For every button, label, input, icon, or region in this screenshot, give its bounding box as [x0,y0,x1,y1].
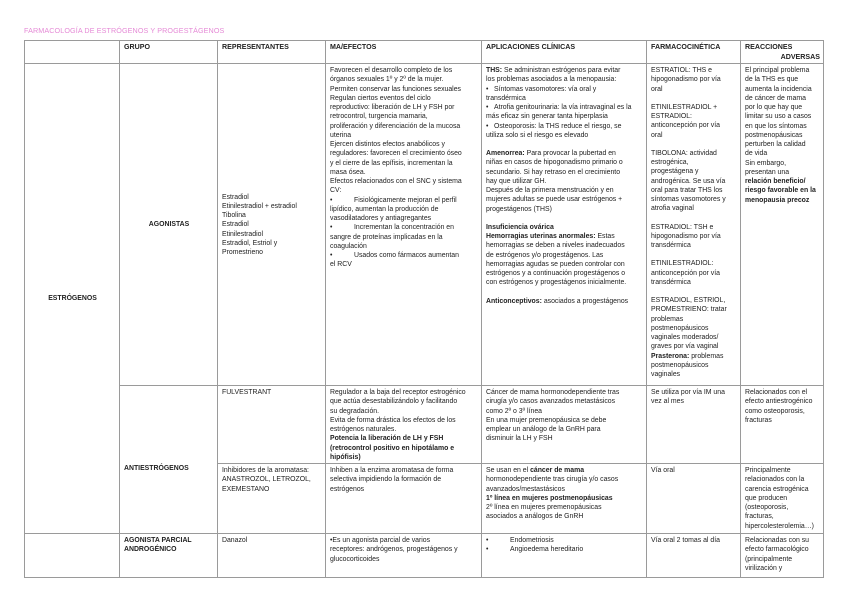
text-line: vasodilatadores y antiagregantes [330,215,432,222]
text-line: Permiten conservar las funciones sexuales [330,85,461,93]
text-line: El principal problema [745,67,810,74]
text-line: transdérmica [651,278,691,286]
text-line: carencia estrogénica [745,485,809,493]
ths-text: Se administran estrógenos para evitar [502,67,621,74]
text-line: en que los síntomas [745,122,807,130]
text-line: avanzados/mestastásicos [486,485,565,493]
text-line: anticoncepción por vía [651,269,720,277]
table-row-antiestrogenos-fulvestrant [25,386,824,464]
text-line: emplear un análogo de la GnRH para [486,426,601,433]
text-line: como osteoporosis, [745,407,805,415]
text-line: ESTRADIOL: TSH e [651,223,714,231]
table-row-agonista-parcial [25,534,824,578]
text-line: con estrógenos y progestágenos inicialmente. [486,279,627,287]
text-line: órganos sexuales 1º y 2º de la mujer. [330,76,444,84]
antiestrogenos-pk-fulvestrant [647,386,741,464]
text-line: los problemas asociados a la menopausia: [486,76,617,84]
agonista-parcial-app [482,534,647,578]
amenorrea-text: Para provocar la pubertad en [524,150,616,157]
text-line: (principalmente [745,555,793,563]
text-line: postmenopáusicas [745,131,803,139]
text-line: hipogonadismo por vía [651,232,721,240]
header-row [25,41,824,64]
agonistas-representantes [218,64,326,386]
bullet-item: • Atrofia genitourinaria: la vía intravaginal es la [486,103,643,112]
text-line: lipídico, aumentan la producción de [330,205,439,213]
text-line: aumenta la incidencia [745,85,812,93]
bullet-item: • Angioedema hereditario [486,545,643,554]
text-line: coagulación [330,242,367,250]
agonistas-reacciones [741,64,824,386]
text-line: glucocorticoides [330,555,380,563]
agonista-parcial-rep: Danazol [218,534,326,578]
agonista-parcial-pk: Vía oral 2 tomas al día [647,534,741,578]
text-line: Efectos relacionados con el SNC y sistema [330,178,462,185]
empty-category-cell [25,534,120,578]
text-line: presentan una [745,168,790,176]
ths-line [486,66,643,75]
text-line: mujeres adultas se puede usar estrógenos + [486,196,623,204]
bullet-item: • Fisiológicamente mejoran el perfil [330,196,478,205]
text-line: Evita de forma drástica los efectos de los [330,416,456,424]
header-aplicaciones: APLICACIONES CLÍNICAS [482,41,647,64]
text-line: Relacionados con el [745,389,808,396]
rep-item: Estradiol [222,221,249,229]
text-line-bold: Potencia la liberación de LH y FSH [330,435,444,443]
amenorrea-line [486,149,643,158]
text-line: progestágenos (THS) [486,205,552,213]
pharmacology-table [24,40,824,578]
text-line: progestágena y [651,168,699,176]
text-line: masa ósea. [330,168,366,176]
text-line: de la THS es que [745,76,799,84]
antiestrogenos-app-aromatasa [482,464,647,534]
table-row-agonistas [25,64,824,386]
rep-item: Etinilestradiol [222,230,263,238]
text-line: estrógenos [330,485,365,493]
text-line: atrofia vaginal [651,205,694,213]
text-span: Se usan en el [486,467,531,474]
header-reacciones [741,41,824,64]
text-line: hipogonadismo por vía [651,76,721,84]
header-representantes: REPRESENTANTES [218,41,326,64]
text-line: limitar su uso a casos [745,113,812,121]
text-line-bold: riesgo favorable en la [745,187,816,195]
text-line: 2º línea en mujeres premenopáusicas [486,504,602,511]
text-line-bold: hipófisis) [330,453,361,461]
text-line: utiliza solo si el riesgo es elevado [486,131,589,139]
bullet-item: • Incrementan la concentración en [330,223,478,232]
hemorragias-line [486,232,643,241]
antiestrogenos-ma-fulvestrant [326,386,482,464]
text-line: anticoncepción por vía [651,122,720,130]
text-line-bold: (retrocontrol positivo en hipotálamo e [330,444,455,452]
text-line: vez al mes [651,398,684,406]
text-line: disminuir la LH y FSH [486,435,553,443]
text-line: efecto antiestrogénico [745,398,813,406]
text-line: Regulan ciertos eventos del ciclo [330,94,431,102]
text-line: hemorragias se deben a niveles inadecuados [486,242,625,250]
text-line: hay que utilizar GH. [486,177,547,185]
text-line: fracturas [745,416,772,424]
text-line: ESTRADIOL, ESTRIOL, [651,297,726,304]
prasterona-text: problemas [689,352,724,360]
text-line: estrógenos y a continuación progestágenos o [486,270,626,277]
text-line: síntomas vasomotores y [651,196,726,203]
text-line: vaginales [651,371,681,378]
antiestrogenos-rep-aromatasa [218,464,326,534]
document-title: FARMACOLOGÍA DE ESTRÓGENOS Y PROGESTÁGENOS [24,26,225,35]
text-line: fracturas, [745,513,774,521]
text-line: virilización y [745,564,783,572]
text-line: asociados a análogos de GnRH [486,513,584,521]
text-line: Relacionadas con su [745,537,809,544]
agonistas-aplicaciones [482,64,647,386]
prasterona-line [651,352,737,361]
antiestrogenos-ra-aromatasa [741,464,824,534]
text-line: vaginales moderados/ [651,334,719,341]
hemorragias-text: Estas [595,233,615,240]
text-line: Principalmente [745,467,791,474]
prasterona-label: Prasterona: [651,352,690,360]
text-line: que actúa desestabilizándolo y facilitando [330,398,458,406]
text-line: oral [651,85,663,93]
bullet-item: • Osteoporosis: la THS reduce el riesgo, se [486,122,643,131]
text-line [486,466,643,475]
header-reacciones-line2: ADVERSAS [780,52,820,61]
bullet-item: • Endometriosis [486,536,643,545]
text-line: Regulador a la baja del receptor estrogénico [330,389,466,396]
text-line: el RCV [330,261,352,269]
bullet-item: • Síntomas vasomotores: vía oral y [486,85,643,94]
text-line: Favorecen el desarrollo completo de los [330,67,453,74]
text-line: que producen [745,494,788,502]
text-line: receptores: andrógenos, progestágenos y [330,546,458,554]
text-line: de estrógenos y/o progestágenos. Las [486,251,604,259]
group-agonistas: AGONISTAS [120,64,218,386]
text-line: Ejercen distintos efectos anabólicos y [330,141,445,148]
group-line: AGONISTA PARCIAL [124,537,192,544]
text-line: graves por vía vaginal [651,343,719,351]
text-line: de cáncer de mama [745,94,806,102]
anticonceptivos-text: asociados a progestágenos [541,297,629,305]
text-line: más eficaz sin generar tanta hiperplasia [486,113,608,121]
header-ma-efectos: MA/EFECTOS [326,41,482,64]
amenorrea-label: Amenorrea: [486,150,525,157]
text-line: de vida [745,150,768,158]
antiestrogenos-app-fulvestrant [482,386,647,464]
text-line: relacionados con la [745,476,805,484]
text-line: Se utiliza por vía IM una [651,389,725,396]
agonistas-farmacocinetica [647,64,741,386]
group-antiestrogenos: ANTIESTRÓGENOS [120,386,218,534]
text-line-bold: 1º línea en mujeres postmenopáusicas [486,494,613,502]
text-line: transdérmica [651,242,691,249]
text-line: reproductivo: liberación de LH y FSH por [330,104,455,111]
text-line: Cáncer de mama hormonodependiente tras [486,389,620,396]
text-line: como 2º o 3º línea [486,407,542,415]
bullet-item: • Usados como fármacos aumentan [330,251,478,260]
text-line: ETINILESTRADIOL: [651,260,714,268]
text-line: estrógenos naturales. [330,426,397,433]
text-line: uterina [330,131,352,139]
text-line-bold: relación beneficio/ [745,178,806,185]
text-line: hemorragias agudas se pueden controlar con [486,260,625,268]
text-line: hipercolesterolemia…) [745,522,814,530]
header-empty-cell [25,41,120,64]
text-line: androgénica. Se usa vía [651,177,726,185]
text-line: oral para tratar THS los [651,186,723,194]
text-line: transdérmica [486,94,526,102]
header-farmacocinetica: FARMACOCINÉTICA [647,41,741,64]
text-line: CV: [330,187,342,195]
text-line: reguladores: favorecen el crecimiento óseo [330,150,462,158]
text-line: efecto farmacológico [745,546,809,554]
text-line: En una mujer premenopáusica se debe [486,416,607,424]
hemorragias-label: Hemorragias uterinas anormales: [486,233,596,240]
text-line: estrogénica, [651,159,689,166]
agonista-parcial-ma [326,534,482,578]
category-cell-estrogenos: ESTRÓGENOS [25,64,120,534]
text-line: selectiva impidiendo la formación de [330,476,442,484]
text-line: por lo que hay que [745,104,803,111]
header-reacciones-line1: REACCIONES [745,43,793,51]
text-line: TIBOLONA: actividad [651,149,717,157]
group-line: ANDROGÉNICO [124,546,177,554]
rep-item: Etinilestradiol + estradiol [222,202,297,210]
text-line: PROMESTRIENO: tratar [651,306,727,314]
antiestrogenos-pk-aromatasa: Vía oral [647,464,741,534]
text-line-bold: menopausia precoz [745,196,810,204]
text-line: ESTRADIOL: [651,113,692,120]
agonista-parcial-ra [741,534,824,578]
rep-item: Estradiol [222,193,249,201]
text-line: hormonodependiente tras cirugía y/o casos [486,476,619,484]
text-span-bold: cáncer de mama [530,467,585,474]
group-agonista-parcial [120,534,218,578]
text-line: EXEMESTANO [222,485,270,493]
rep-item: Promestrieno [222,249,263,257]
text-line: perturben la calidad [745,141,806,148]
ths-label: THS: [486,67,503,74]
rep-item: Tibolina [222,212,246,220]
text-line: Inhibidores de la aromatasa: [222,467,309,474]
text-line: proliferación y diferenciación de la mucosa [330,122,461,130]
rep-item: Estradiol, Estriol y [222,239,278,247]
text-line: ESTRATIOL: THS e [651,67,713,74]
text-line: niñas en casos de hipogonadismo primario o [486,159,623,167]
text-line: cirugía y/o casos avanzados metastásicos [486,398,616,406]
text-line: y el cierre de las epífisis, incrementan la [330,159,453,167]
text-line: Inhiben a la enzima aromatasa de forma [330,467,454,474]
text-line: su degradación. [330,407,380,415]
header-grupo: GRUPO [120,41,218,64]
text-line: ANASTROZOL, LETROZOL, [222,476,311,484]
text-line: postmenopáusicos [651,361,709,369]
text-line: sangre de proteínas implicadas en la [330,233,443,241]
text-line: postmenopáusicos [651,324,709,332]
antiestrogenos-ma-aromatasa [326,464,482,534]
agonistas-ma-efectos [326,64,482,386]
anticonceptivos-label: Anticonceptivos: [486,297,542,305]
text-line: problemas [651,315,684,323]
text-line: (osteoporosis, [745,504,789,511]
insuficiencia-label: Insuficiencia ovárica [486,223,554,231]
text-line: Después de la primera menstruación y en [486,187,614,194]
antiestrogenos-ra-fulvestrant [741,386,824,464]
anticonceptivos-line [486,297,643,306]
text-line: Sin embargo, [745,159,786,167]
text-line: •Es un agonista parcial de varios [330,537,431,544]
text-line: secundario. Si hay retraso en el crecimiento [486,168,621,176]
text-line: oral [651,131,663,139]
text-line: retrocontrol, turgencia mamaria, [330,113,428,121]
antiestrogenos-rep-fulvestrant: FULVESTRANT [218,386,326,464]
text-line: ETINILESTRADIOL + [651,103,718,111]
